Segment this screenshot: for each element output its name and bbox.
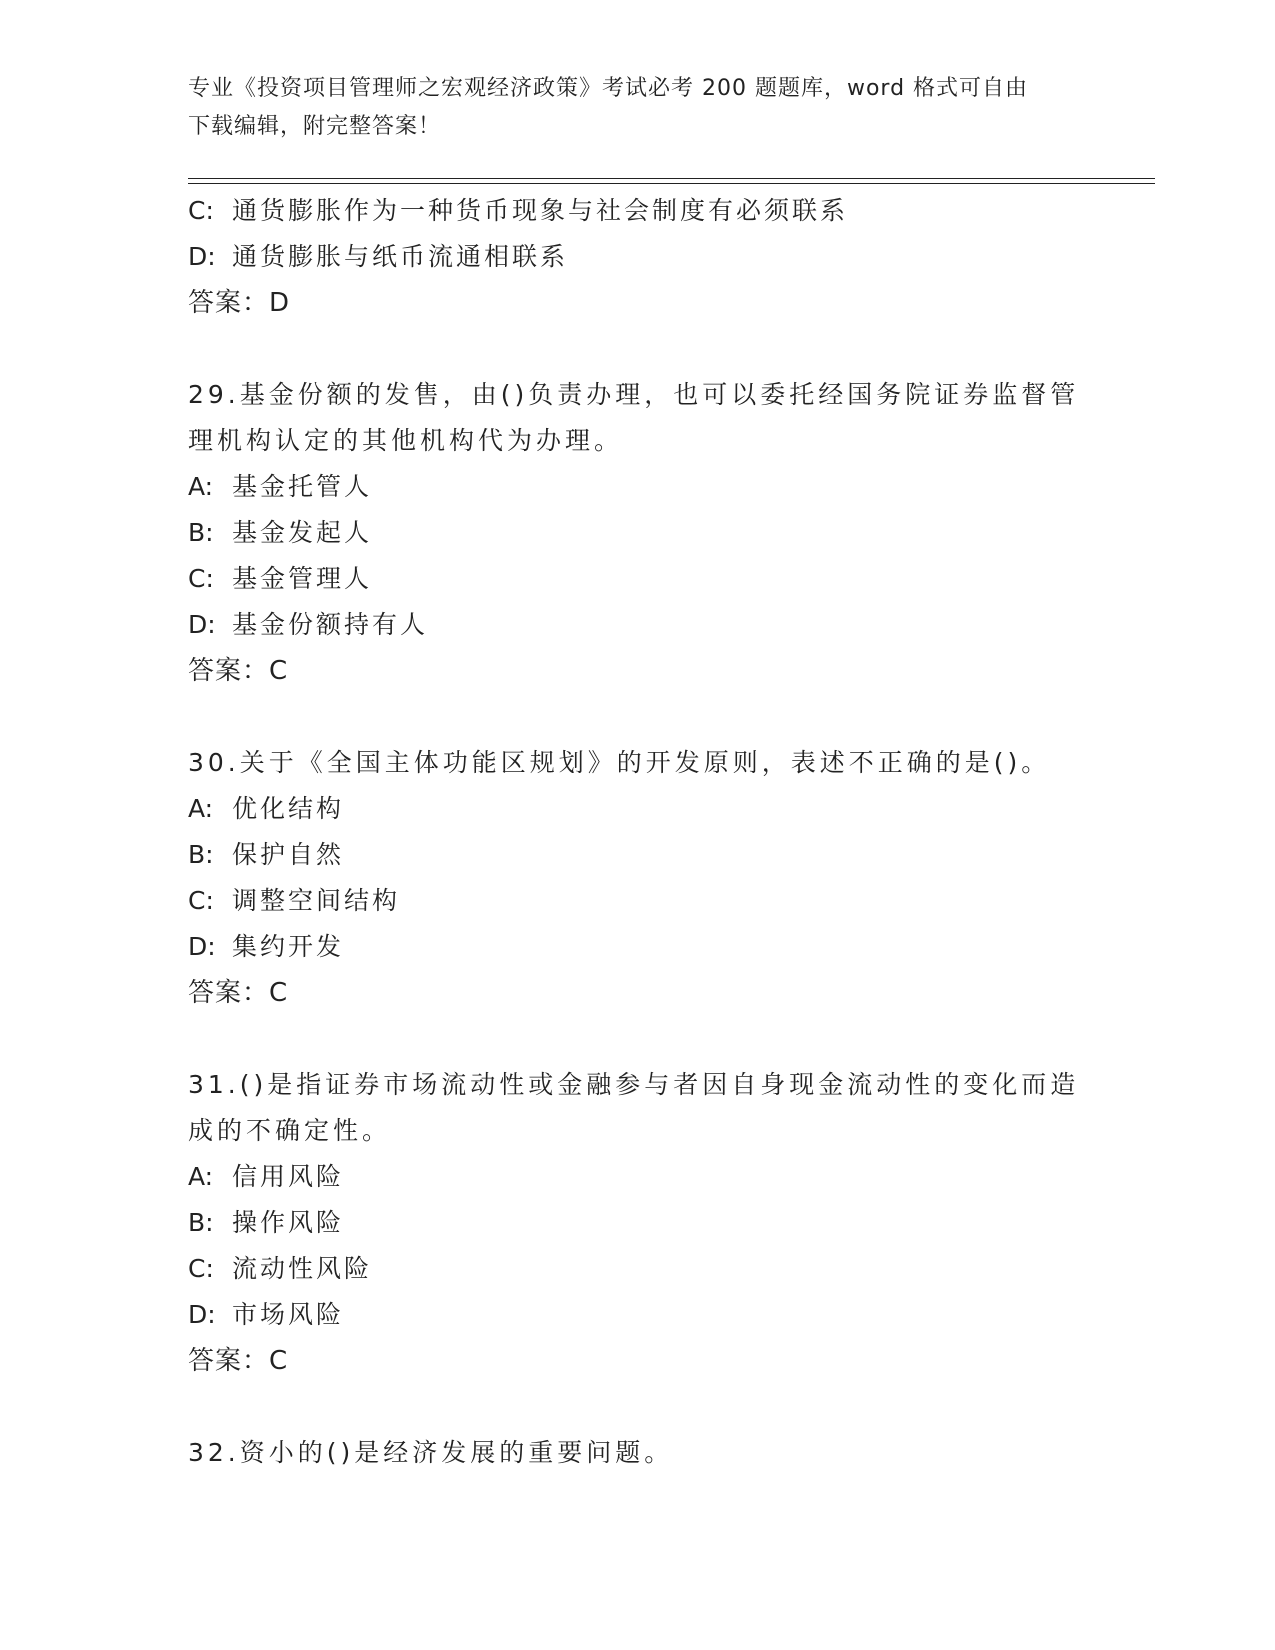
answer-text: 答案：D — [188, 288, 291, 318]
option-b: B: 保护自然 — [188, 840, 345, 869]
header-rule-top — [188, 178, 1155, 179]
option-a: A: 优化结构 — [188, 794, 345, 823]
option-b: B: 基金发起人 — [188, 518, 373, 547]
option-c: C: 基金管理人 — [188, 564, 373, 593]
document-header — [188, 70, 1088, 146]
option-d: D: 基金份额持有人 — [188, 610, 429, 639]
option-d: D: 集约开发 — [188, 932, 345, 961]
answer-text: 答案：C — [188, 656, 289, 686]
question-text: 30.关于《全国主体功能区规划》的开发原则，表述不正确的是()。 — [188, 748, 1051, 777]
question-block-31 — [188, 1062, 1088, 1384]
header-rule-bottom — [188, 183, 1155, 184]
option-b: B: 操作风险 — [188, 1208, 345, 1237]
question-block-28 — [188, 188, 1088, 326]
option-d: D: 市场风险 — [188, 1300, 345, 1329]
answer-text: 答案：C — [188, 1346, 289, 1376]
question-text: 31.()是指证券市场流动性或金融参与者因自身现金流动性的变化而造 成的不确定性。 — [188, 1070, 1080, 1145]
question-text: 29.基金份额的发售，由()负责办理，也可以委托经国务院证券监督管 理机构认定的其他机构代为办理。 — [188, 380, 1080, 455]
document-body — [188, 188, 1088, 1476]
option-a: A: 基金托管人 — [188, 472, 373, 501]
option-c: C: 调整空间结构 — [188, 886, 401, 915]
header-line-2: 下载编辑，附完整答案！ — [188, 114, 442, 139]
question-text: 32.资小的()是经济发展的重要问题。 — [188, 1438, 674, 1467]
header-line-1: 专业《投资项目管理师之宏观经济政策》考试必考 200 题题库，word 格式可自由 — [188, 76, 1029, 101]
answer-text: 答案：C — [188, 978, 289, 1008]
option-a: A: 信用风险 — [188, 1162, 345, 1191]
question-block-32 — [188, 1430, 1088, 1476]
question-block-29 — [188, 372, 1088, 694]
option-c: C: 流动性风险 — [188, 1254, 373, 1283]
question-block-30 — [188, 740, 1088, 1016]
option-d: D: 通货膨胀与纸币流通相联系 — [188, 242, 569, 271]
option-c: C: 通货膨胀作为一种货币现象与社会制度有必须联系 — [188, 196, 849, 225]
